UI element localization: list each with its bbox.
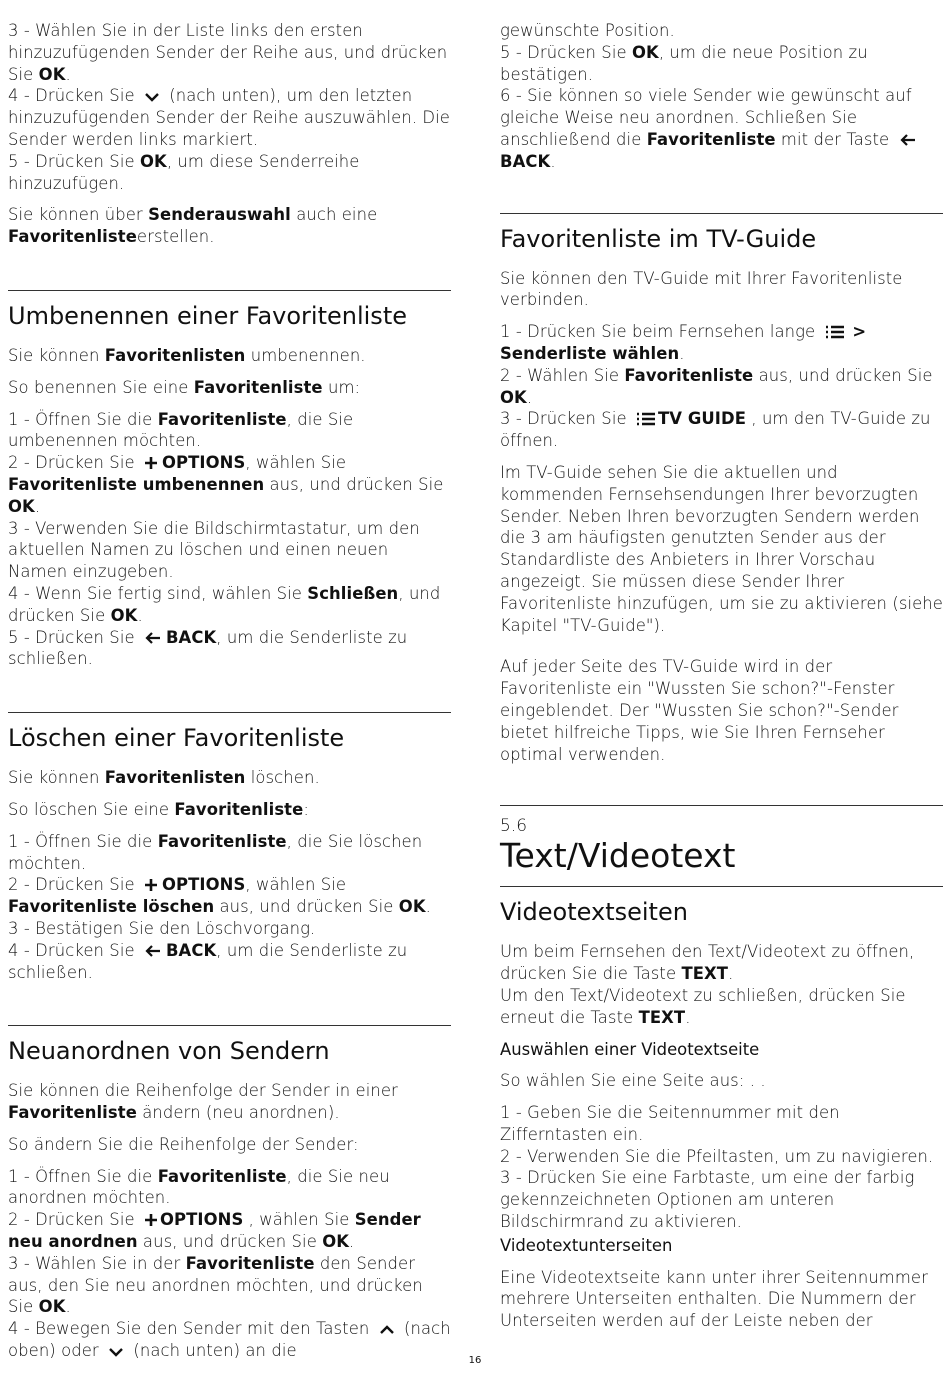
section-divider [8,1025,451,1026]
select-page-subheading: Auswählen einer Videotextseite [500,1039,760,1059]
chevron-down-icon [144,91,160,103]
select-page-steps: 1 - Geben Sie die Seitennummer mit den Zifferntasten ein. 2 - Verwenden Sie die Pfeiltasten, um zu navigieren. 3 - Drücken Sie eine Farbtaste, um eine der farbig gekennzeichneten Optionen am unteren Bildschirmrand zu aktivieren. [500,1103,934,1232]
chevron-up-icon [379,1324,395,1336]
delete-heading: Löschen einer Favoritenliste [8,724,345,753]
reorder-steps: 1 - Öffnen Sie die Favoritenliste, die Sie neu anordnen möchten. 2 - Drücken Sie OPTIONS , wählen Sie Sender neu anordnen aus, und drücken Sie OK. 3 - Wählen Sie in der Favoritenliste den Sender aus, den Sie neu anordnen möchten, und drücken Sie OK. 4 - Bewegen Sie den Sender mit den Tasten (nach oben) oder (nach unten) an die [8,1166,451,1361]
page-number: 16 [468,1355,482,1366]
list-icon [636,412,656,426]
tvguide-heading: Favoritenliste im TV-Guide [500,224,817,253]
tvguide-steps: 1 - Drücken Sie beim Fernsehen lange > Senderliste wählen. 2 - Wählen Sie Favoritenliste aus, und drücken Sie OK. 3 - Drücken Sie TV GUIDE , um den TV-Guide zu öffnen. [500,322,933,451]
section-title: Text/Videotext [500,836,736,876]
videotext-heading: Videotextseiten [500,898,688,927]
reorder-heading: Neuanordnen von Sendern [8,1037,330,1066]
reorder-steps-continued: gewünschte Position. 5 - Drücken Sie OK, um die neue Position zu bestätigen. 6 - Sie können so viele Sender wie gewünscht auf gleiche Weise neu anordnen. Schließen Sie anschließend die Favoritenliste mit der Taste BACK. [500,20,943,173]
tvguide-tip-paragraph: Auf jeder Seite des TV-Guide wird in der Favoritenliste ein "Wussten Sie schon?"-Fenster eingeblendet. Der "Wussten Sie schon?"-Sender bietet hilfreiche Tipps, wie Sie Ihren Fernseher optimal verwenden. [500,657,899,764]
subpages-paragraph: Eine Videotextseite kann unter ihrer Seitennummer mehrere Unterseiten enthalten. Die Nummern der Unterseiten werden auf der Leiste neben der [500,1267,928,1331]
channel-selection-note: Sie können über Senderauswahl auch eine Favoritenlisteerstellen. [8,205,378,247]
rename-how: So benennen Sie eine Favoritenliste um: [8,377,361,397]
delete-intro: Sie können Favoritenlisten löschen. [8,768,320,788]
rename-steps: 1 - Öffnen Sie die Favoritenliste, die Sie umbenennen möchten. 2 - Drücken Sie OPTIONS, wählen Sie Favoritenliste umbenennen aus, und drücken Sie OK. 3 - Verwenden Sie die Bildschirmtastatur, um den aktuellen Namen zu löschen und einen neuen Namen einzugeben. 4 - Wenn Sie fertig sind, wählen Sie Schließen, und drücken Sie OK. 5 - Drücken Sie BACK, um die Senderliste zu schließen. [8,409,444,669]
tvguide-paragraph: Im TV-Guide sehen Sie die aktuellen und kommenden Fernsehsendungen Ihrer bevorzugten Sender. Neben Ihren bevorzugten Sendern werden die 3 am häufigsten genutzten Sender aus der Standardliste des Anbieters in Ihrer Vorschau angezeigt. Sie müssen diese Sender Ihrer Favoritenliste hinzufügen, um sie zu aktivieren (siehe Kapitel "TV-Guide"). [500,462,943,635]
left-column [8,20,451,1372]
subpages-subheading: Videotextunterseiten [500,1235,673,1255]
arrow-left-icon [144,631,162,645]
section-divider [500,805,943,806]
section-divider [8,712,451,713]
arrow-left-icon [144,944,162,958]
delete-how: So löschen Sie eine Favoritenliste: [8,799,309,819]
rename-heading: Umbenennen einer Favoritenliste [8,301,407,330]
section-divider [500,886,943,887]
reorder-how: So ändern Sie die Reihenfolge der Sender: [8,1134,359,1154]
plus-icon [144,878,158,892]
steps-add-range: 3 - Wählen Sie in der Liste links den ersten hinzuzufügenden Sender der Reihe aus, und drücken Sie OK. 4 - Drücken Sie (nach unten), um den letzten hinzuzufügenden Sender der Reihe auszuwählen. Die Sender werden links markiert. 5 - Drücken Sie OK, um diese Senderreihe hinzuzufügen. [8,21,450,193]
rename-intro: Sie können Favoritenlisten umbenennen. [8,345,366,365]
section-divider [500,213,943,214]
right-column [500,20,943,1342]
videotext-open-close: Um beim Fernsehen den Text/Videotext zu öffnen, drücken Sie die Taste TEXT. Um den Text/Videotext zu schließen, drücken Sie erneut die Taste TEXT. [500,942,915,1027]
plus-icon [144,1213,158,1227]
select-page-intro: So wählen Sie eine Seite aus: . . [500,1071,766,1091]
plus-icon [144,456,158,470]
delete-steps: 1 - Öffnen Sie die Favoritenliste, die Sie löschen möchten. 2 - Drücken Sie OPTIONS, wählen Sie Favoritenliste löschen aus, und drücken Sie OK. 3 - Bestätigen Sie den Löschvorgang. 4 - Drücken Sie BACK, um die Senderliste zu schließen. [8,831,431,982]
arrow-left-icon [899,133,917,147]
list-icon [825,325,845,339]
section-divider [8,290,451,291]
reorder-intro: Sie können die Reihenfolge der Sender in einer Favoritenliste ändern (neu anordnen). [8,1081,398,1123]
section-number: 5.6 [500,816,528,837]
tvguide-intro: Sie können den TV-Guide mit Ihrer Favoritenliste verbinden. [500,268,903,310]
